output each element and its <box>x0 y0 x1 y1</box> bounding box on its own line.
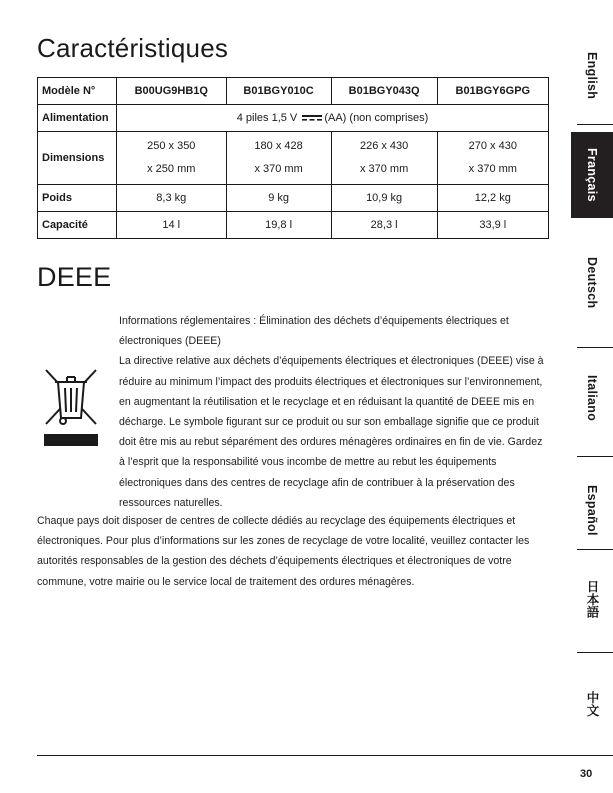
dimensions-cell <box>437 132 548 185</box>
tab-english-label: English <box>585 52 599 100</box>
dim-line1: 226 x 430 <box>359 140 409 152</box>
tab-italiano[interactable] <box>571 354 613 442</box>
tab-divider <box>577 652 613 653</box>
tab-italiano-label: Italiano <box>585 374 599 422</box>
weee-intro-paragraph <box>119 311 551 513</box>
capacity-label: Capacité <box>38 212 117 239</box>
capacity-cell: 19,8 l <box>226 212 331 239</box>
model-col-1: B00UG9HB1Q <box>117 78 227 105</box>
weight-cell: 8,3 kg <box>117 185 227 212</box>
dimensions-cell <box>331 132 437 185</box>
crossed-bin-icon <box>40 366 102 452</box>
tab-deutsch[interactable] <box>571 238 613 328</box>
dim-line1: 250 x 350 <box>147 140 196 152</box>
weee-collection-paragraph: Chaque pays doit disposer de centres de collecte dédiés au recyclage des équipements électriques et électroniques. Pour plus d’informations sur les zones de recyclage de votre localité, veuillez contacter les autorités responsables de la gestion des déchets d’équipements électriques et électroniques de votre commune, votre mairie ou le service local de traitement des ordures ménagères. <box>37 515 530 588</box>
table-row-weight <box>38 185 549 212</box>
weight-cell: 10,9 kg <box>331 185 437 212</box>
dc-symbol-icon <box>302 114 322 122</box>
dim-line1: 180 x 428 <box>254 140 303 152</box>
table-row-capacity <box>38 212 549 239</box>
table-row-dimensions <box>38 132 549 185</box>
model-col-3: B01BGY043Q <box>331 78 437 105</box>
table-row-power <box>38 105 549 132</box>
capacity-cell: 28,3 l <box>331 212 437 239</box>
dim-line2: x 370 mm <box>468 163 517 175</box>
tab-espanol[interactable] <box>571 464 613 556</box>
capacity-cell: 33,9 l <box>437 212 548 239</box>
power-label: Alimentation <box>38 105 117 132</box>
model-col-2: B01BGY010C <box>226 78 331 105</box>
dimensions-label: Dimensions <box>38 132 117 185</box>
power-value <box>117 105 549 132</box>
weee-title: DEEE <box>37 262 112 292</box>
tab-english[interactable] <box>571 36 613 116</box>
dim-line1: 270 x 430 <box>468 140 517 152</box>
model-col-4: B01BGY6GPG <box>437 78 548 105</box>
model-label: Modèle N° <box>38 78 117 105</box>
tab-francais-label: Français <box>585 148 599 202</box>
tab-japanese-label: 日本語 <box>585 579 599 619</box>
specs-table <box>37 77 549 239</box>
weight-cell: 12,2 kg <box>437 185 548 212</box>
dim-line2: x 370 mm <box>254 163 303 175</box>
tab-espanol-label: Español <box>585 484 599 536</box>
capacity-cell: 14 l <box>117 212 227 239</box>
weight-cell: 9 kg <box>226 185 331 212</box>
page-number: 30 <box>580 768 593 780</box>
tab-divider <box>577 347 613 348</box>
tab-divider <box>577 456 613 457</box>
table-header-row <box>38 78 549 105</box>
dimensions-cell <box>117 132 227 185</box>
dim-line2: x 370 mm <box>359 163 409 175</box>
power-value-post: (AA) (non comprises) <box>324 112 429 124</box>
weight-label: Poids <box>38 185 117 212</box>
tab-francais[interactable] <box>571 132 613 218</box>
tab-divider <box>577 124 613 125</box>
dim-line2: x 250 mm <box>147 163 196 175</box>
tab-japanese[interactable] <box>571 558 613 640</box>
tab-deutsch-label: Deutsch <box>585 257 599 309</box>
tab-divider <box>577 549 613 550</box>
power-value-pre: 4 piles 1,5 V <box>236 112 298 124</box>
dimensions-cell <box>226 132 331 185</box>
tab-chinese[interactable] <box>571 664 613 744</box>
weee-directive-text: La directive relative aux déchets d’équipements électriques et électroniques (DEEE) vise à réduire au minimum l’impact des produits électriques et électroniques sur l’environnement, en augmentant la réutilisation et le recyclage et en réduisant la quantité de DEEE mis en décharge. Le symbole figurant sur ce produit ou sur son emballage signifie que ce produit doit être mis au rebut séparément des ordures ménagères ordinaires en fin de vie. Gardez à l’esprit que la responsabilité vous incombe de mettre au rebut les équipements électroniques dans des centres de recyclage afin de contribuer à la préservation des ressources naturelles. <box>119 355 544 509</box>
weee-regulatory-info: Informations réglementaires : Élimination des déchets d’équipements électriques et électroniques (DEEE) <box>119 315 509 348</box>
tab-chinese-label: 中文 <box>585 691 599 717</box>
specs-title: Caractéristiques <box>37 33 229 63</box>
footer-divider <box>37 755 613 756</box>
